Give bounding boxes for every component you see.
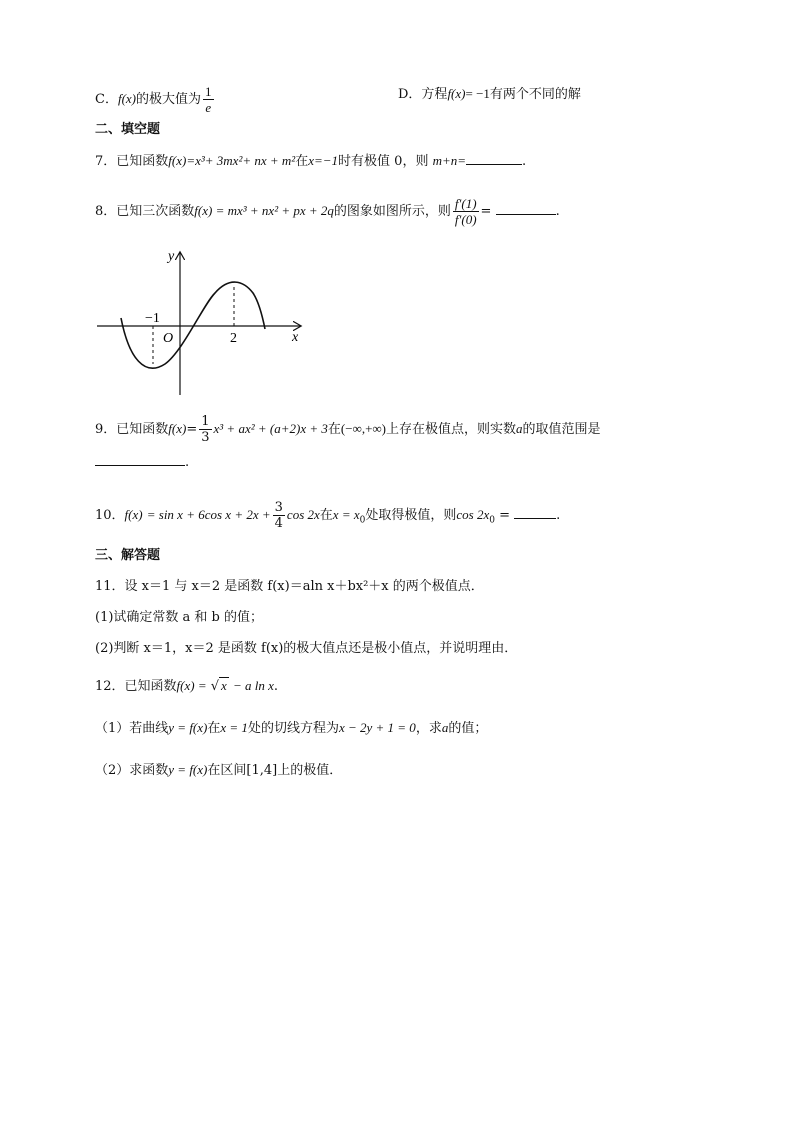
q9-mid: 在 (327, 422, 341, 437)
q10-ask: cos 2x (456, 507, 490, 522)
q9-expr: x³ + ax² + (a+2)x + 3 (213, 421, 328, 436)
origin-label: O (163, 331, 174, 346)
question-12-part1 (95, 718, 487, 739)
tick-2: 2 (230, 331, 237, 346)
option-d-eq: = −1 (465, 86, 490, 101)
x-label: x (292, 330, 299, 345)
q10-mid: 在 (319, 508, 333, 523)
q12-end: . (273, 679, 279, 694)
q7-mid: 在 (295, 154, 309, 169)
q10-fraction (273, 500, 285, 531)
q7-answer-blank[interactable] (466, 151, 522, 165)
cubic-graph (95, 247, 310, 399)
q9-a: a (516, 421, 523, 436)
question-7 (95, 151, 526, 172)
tick-neg1: −1 (145, 311, 160, 326)
q8-answer-blank[interactable] (496, 201, 556, 215)
q9-den: 3 (201, 430, 210, 445)
q9-eq: = (186, 422, 198, 437)
q12b-mid: 在区间 (207, 763, 247, 778)
q9-end: . (185, 455, 190, 470)
q8-prefix: 8．已知三次函数 (95, 204, 195, 219)
q8-num: f′(1) (454, 196, 477, 211)
q12-prefix: 12．已知函数 (95, 679, 177, 694)
q9-tail2: 的取值范围是 (522, 422, 601, 437)
section-answer: 三、解答题 (95, 548, 161, 563)
question-12 (95, 676, 278, 697)
q12a-end: 的值； (448, 721, 488, 736)
q10-fx: f(x) (124, 507, 143, 522)
q8-expr: f(x) = mx³ + nx² + px + 2q (194, 203, 334, 218)
q8-end: . (555, 204, 560, 219)
q10-ask-sub: 0 (489, 515, 495, 526)
option-d (398, 84, 581, 105)
q12b-interval: [1,4] (246, 763, 278, 778)
option-c-text: 的极大值为 (136, 92, 202, 107)
q7-end: . (522, 154, 527, 169)
q7-x: x=−1 (308, 153, 339, 168)
q12a-curve: y = f(x) (168, 720, 208, 735)
sqrt-icon: √ (210, 679, 220, 694)
question-11-part2: (2)判断 x＝1，x＝2 是函数 f(x)的极大值点还是极小值点，并说明理由． (95, 641, 518, 656)
q7-mn: m+n= (432, 153, 467, 168)
option-c-num: 1 (205, 84, 212, 99)
option-d-fx: f(x) (447, 86, 466, 101)
q9-interval: (−∞,+∞) (340, 421, 386, 436)
q8-fraction (453, 196, 479, 227)
option-d-text: 有两个不同的解 (489, 87, 581, 102)
question-9 (95, 414, 601, 445)
option-c-fx: f(x) (117, 91, 136, 106)
q7-prefix: 7．已知函数 (95, 154, 169, 169)
q9-prefix: 9．已知函数 (95, 422, 169, 437)
q12-expr2: − a ln x (232, 678, 274, 693)
q12a-tail2: ，求 (415, 721, 442, 736)
q10-den: 4 (274, 516, 283, 531)
q9-answer-blank[interactable] (95, 452, 185, 466)
q10-end: . (556, 508, 561, 523)
option-c-label: C． (95, 92, 118, 107)
q12a-at: x = 1 (220, 720, 248, 735)
q7-expr: f(x)=x³+ 3mx²+ nx + m² (168, 153, 296, 168)
q10-num: 3 (274, 500, 283, 515)
q12a-mid: 在 (207, 721, 221, 736)
y-label: y (168, 249, 175, 264)
q12a-a: a (441, 720, 449, 735)
question-8 (95, 196, 560, 227)
q8-mid: 的图象如图所示，则 (333, 204, 451, 219)
option-d-label: D．方程 (398, 87, 448, 102)
option-c-den: e (205, 100, 212, 115)
q9-tail: 上存在极值点，则实数 (386, 422, 517, 437)
option-c (95, 84, 216, 115)
q8-den: f′(0) (454, 212, 477, 227)
q12b-curve: y = f(x) (168, 762, 208, 777)
q8-eq: = (480, 204, 492, 219)
q10-sub0: 0 (359, 515, 366, 526)
question-12-part2 (95, 760, 342, 781)
q9-fraction (199, 414, 211, 445)
q9-num: 1 (201, 414, 210, 429)
q12-sqrt: x (221, 678, 227, 693)
q12b-end: 上的极值． (277, 763, 343, 778)
section-fill-in: 二、填空题 (95, 122, 161, 137)
q10-answer-blank[interactable] (514, 505, 556, 519)
q10-tail: 处取得极值，则 (365, 508, 457, 523)
question-11-part1: (1)试确定常数 a 和 b 的值； (95, 610, 264, 625)
cubic-curve (121, 282, 265, 368)
question-9-answer (95, 452, 189, 473)
question-10 (95, 500, 560, 531)
q12b-prefix: （2）求函数 (95, 763, 169, 778)
q10-at: x = x (332, 507, 360, 522)
q10-expr2: cos 2x (286, 507, 320, 522)
q10-prefix: 10． (95, 508, 125, 523)
q12a-prefix: （1）若曲线 (95, 721, 169, 736)
q10-eq: = (499, 508, 510, 523)
option-c-fraction (203, 84, 214, 115)
q12-expr: f(x) = (176, 678, 207, 693)
question-11: 11．设 x＝1 与 x＝2 是函数 f(x)＝aln x＋bx²＋x 的两个极值点． (95, 579, 484, 594)
q12a-tail: 处的切线方程为 (247, 721, 339, 736)
q9-fx: f(x) (168, 421, 187, 436)
q12a-line: x − 2y + 1 = 0 (338, 720, 416, 735)
q10-expr1: = sin x + 6cos x + 2x + (146, 507, 271, 522)
q7-tail: 时有极值 0，则 (338, 154, 429, 169)
